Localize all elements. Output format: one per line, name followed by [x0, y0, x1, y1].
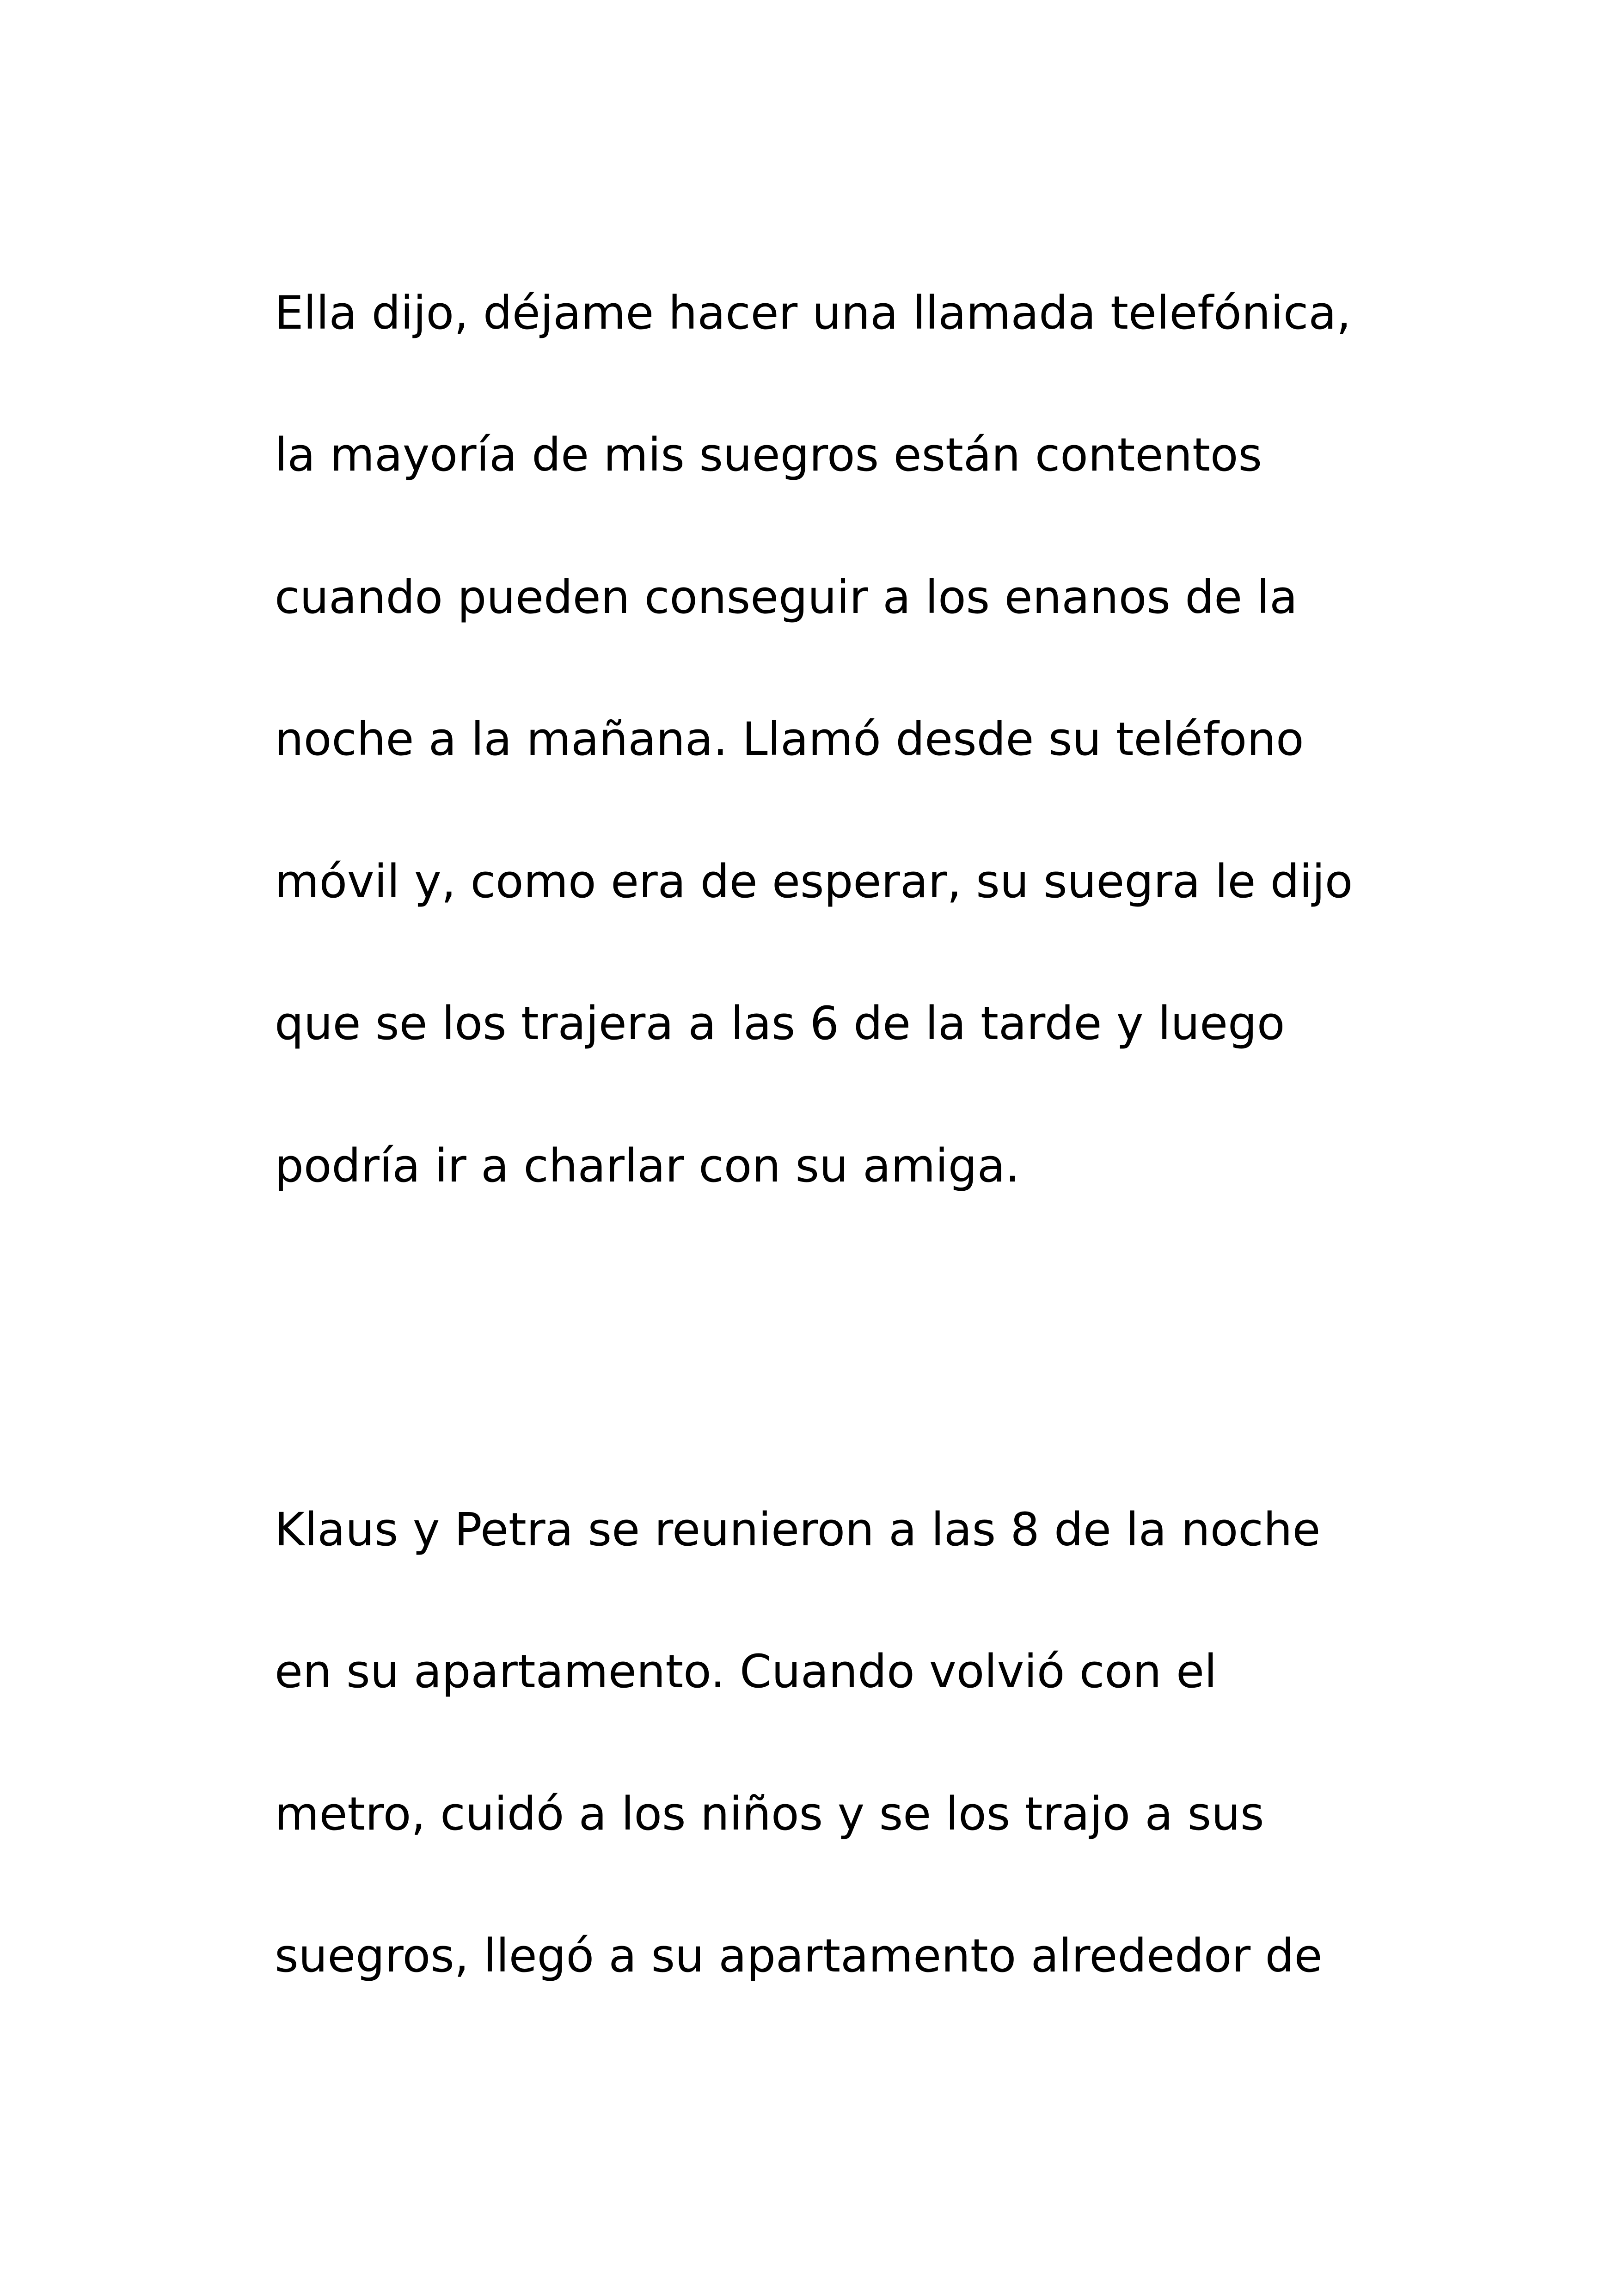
- text-line: Klaus y Petra se reunieron a las 8 de la noche: [275, 1503, 1321, 1556]
- text-line: móvil y, como era de esperar, su suegra le dijo: [275, 855, 1353, 908]
- text-line: podría ir a charlar con su amiga.: [275, 1139, 1020, 1193]
- text-line: noche a la mañana. Llamó desde su teléfono: [275, 713, 1304, 766]
- text-line: suegros, llegó a su apartamento alrededor de: [275, 1929, 1323, 1983]
- text-line: Ella dijo, déjame hacer una llamada telefónica,: [275, 287, 1351, 340]
- text-line: metro, cuidó a los niños y se los trajo a sus: [275, 1788, 1264, 1841]
- text-line: que se los trajera a las 6 de la tarde y luego: [275, 997, 1285, 1050]
- text-line: en su apartamento. Cuando volvió con el: [275, 1645, 1217, 1698]
- text-line: la mayoría de mis suegros están contentos: [275, 429, 1263, 482]
- text-line: cuando pueden conseguir a los enanos de la: [275, 571, 1298, 624]
